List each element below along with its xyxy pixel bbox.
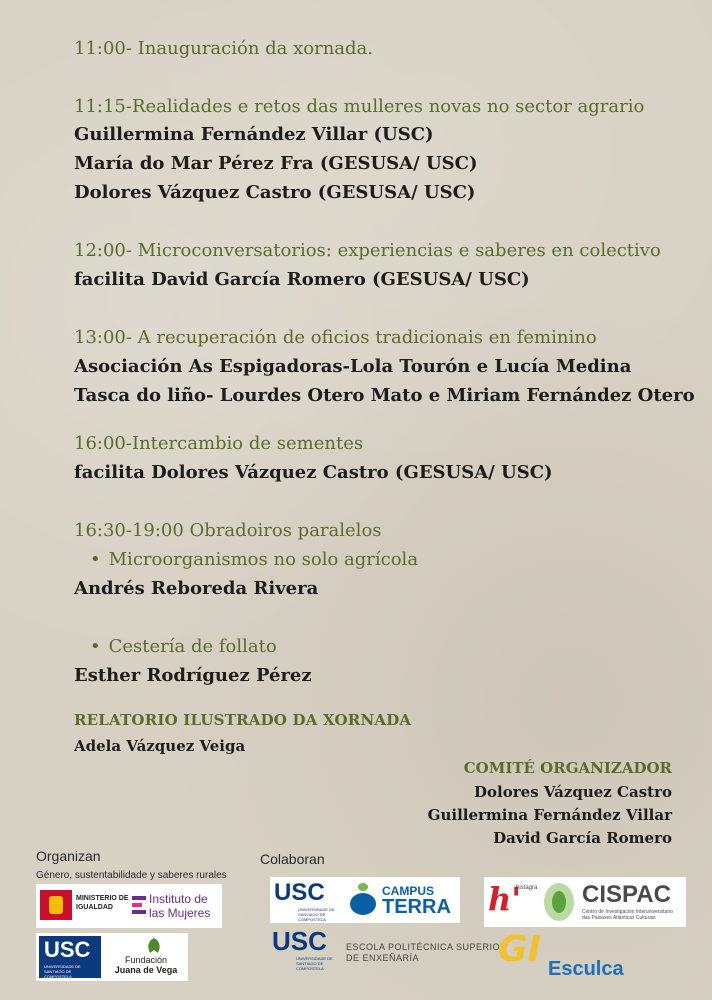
- ministerio-instituto-logo: [36, 884, 222, 928]
- usc-wordmark: USC: [274, 879, 325, 906]
- speaker-line: Asociación As Espigadoras-Lola Tourón e Lucía Medina: [74, 356, 632, 377]
- session-opening-title: 11:00- Inauguración da xornada.: [74, 38, 374, 59]
- campus-line2: TERRA: [382, 896, 451, 918]
- escola-line1: ESCOLA POLITÉCNICA SUPERIOR: [346, 942, 508, 952]
- speaker-line: facilita Dolores Vázquez Castro (GESUSA/ USC): [74, 462, 553, 483]
- esculca-wordmark: Esculca: [548, 958, 624, 980]
- spain-shield-icon: [40, 890, 72, 920]
- campus-line1: CAMPUS: [382, 884, 435, 898]
- cispac-subtitle: Centro de Investigación Interuniversitario das Paisaxes Atlánticas Culturais: [582, 909, 673, 921]
- relatorio-name: Adela Vázquez Veiga: [74, 737, 246, 755]
- cispac-wordmark: CISPAC: [582, 881, 671, 908]
- histagra-mark: h': [488, 880, 522, 918]
- colaboran-label: Colaboran: [260, 851, 325, 867]
- committee-member: Dolores Vázquez Castro: [474, 783, 672, 801]
- usc-subtitle: UNIVERSIDADE DE SANTIAGO DE COMPOSTELA: [44, 964, 81, 979]
- organizan-subtitle: Género, sustentabilidade y saberes rurales: [36, 870, 227, 881]
- speaker-line: María do Mar Pérez Fra (GESUSA/ USC): [74, 153, 478, 174]
- cispac-leaf-icon: [544, 883, 574, 921]
- relatorio-title: RELATORIO ILUSTRADO DA XORNADA: [74, 711, 412, 729]
- committee-member: David García Romero: [493, 829, 672, 847]
- histagra-name: histagra: [516, 885, 538, 891]
- usc-wordmark: USC: [272, 926, 327, 956]
- speaker-line: Esther Rodríguez Pérez: [74, 665, 312, 686]
- usc-campus-terra-logo: [270, 877, 460, 923]
- campus-terra-icon: [350, 883, 378, 917]
- fundacion-line2: Juana de Vega: [114, 965, 178, 975]
- usc-subtitle: UNIVERSIDADE DE SANTIAGO DE COMPOSTELA: [296, 956, 333, 971]
- ministerio-name: MINISTERIO DE IGUALDAD: [76, 895, 129, 911]
- gi-mark: GI: [498, 929, 541, 970]
- fundacion-line1: Fundación: [124, 955, 168, 965]
- committee-title: COMITÉ ORGANIZADOR: [463, 759, 672, 777]
- session-microconversatorios-title: 12:00- Microconversatorios: experiencias e saberes en colectivo: [74, 240, 661, 261]
- speaker-line: Guillermina Fernández Villar (USC): [74, 124, 434, 145]
- workshop-item: • Microorganismos no solo agrícola: [90, 549, 418, 571]
- session-sementes-title: 16:00-Intercambio de sementes: [74, 433, 364, 454]
- session-realidades-title: 11:15-Realidades e retos das mulleres novas no sector agrario: [74, 96, 645, 117]
- histagra-cispac-logo: [484, 877, 686, 927]
- organizan-label: Organizan: [36, 848, 101, 864]
- instituto-mujeres-icon: [132, 896, 146, 914]
- instituto-line1: Instituto de: [149, 892, 208, 906]
- speaker-line: Dolores Vázquez Castro (GESUSA/ USC): [74, 182, 476, 203]
- speaker-line: Andrés Reboreda Rivera: [74, 578, 319, 599]
- usc-logo: [39, 936, 101, 978]
- usc-subtitle: UNIVERSIDADE DE SANTIAGO DE COMPOSTELA: [298, 907, 335, 922]
- usc-logo: [274, 879, 336, 922]
- speaker-line: Tasca do liño- Lourdes Otero Mato e Miriam Fernández Otero: [74, 385, 695, 406]
- usc-wordmark: USC: [44, 937, 91, 962]
- workshop-item: • Cestería de follato: [90, 636, 277, 658]
- committee-member: Guillermina Fernández Villar: [427, 806, 672, 824]
- oak-leaf-icon: [144, 937, 164, 955]
- session-obradoiros-title: 16:30-19:00 Obradoiros paralelos: [74, 520, 382, 541]
- session-oficios-title: 13:00- A recuperación de oficios tradicionais en feminino: [74, 327, 597, 348]
- usc-fundacion-logo: [36, 933, 188, 981]
- instituto-line2: las Mujeres: [149, 906, 211, 920]
- usc-escola-logo: [270, 928, 340, 974]
- escola-line2: DE ENXEÑARÍA: [346, 953, 420, 963]
- speaker-line: facilita David García Romero (GESUSA/ USC): [74, 269, 530, 290]
